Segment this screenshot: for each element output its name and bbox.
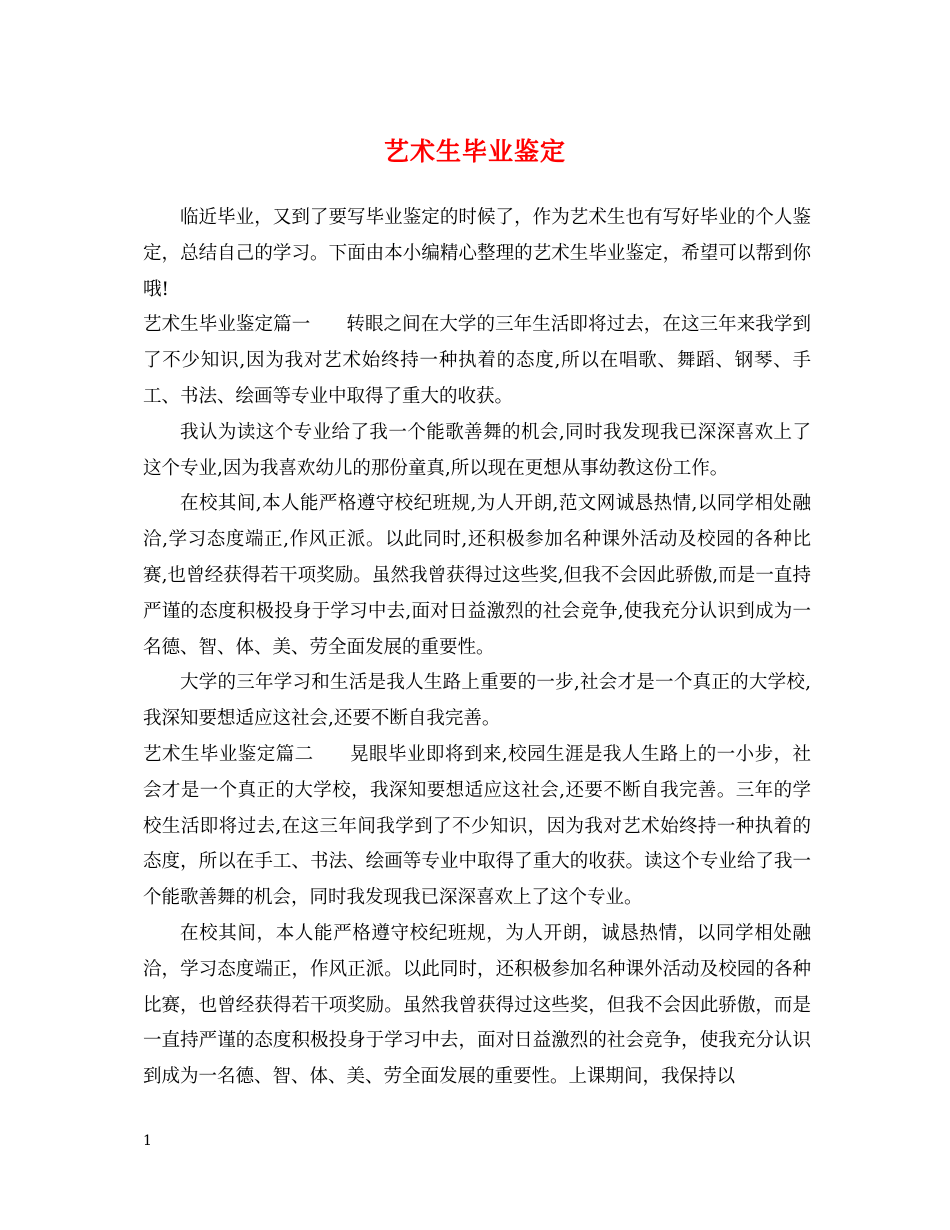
section1-heading: 艺术生毕业鉴定篇一	[143, 314, 311, 336]
page-title: 艺术生毕业鉴定	[383, 137, 566, 166]
section2-heading: 艺术生毕业鉴定篇二	[143, 743, 314, 765]
section2-first-paragraph	[143, 737, 811, 916]
section1-paragraph1: 转眼之间在大学的三年生活即将过去，在这三年来我学到了不少知识,因为我对艺术始终持一种执着的态度,所以在唱歌、舞蹈、钢琴、手工、书法、绘画等专业中取得了重大的收获。	[143, 314, 811, 407]
section1-paragraph2: 我认为读这个专业给了我一个能歌善舞的机会,同时我发现我已深深喜欢上了这个专业,因为我喜欢幼儿的那份童真,所以现在更想从事幼教这份工作。	[143, 421, 811, 479]
document-body	[143, 200, 811, 1095]
section1-paragraph4: 大学的三年学习和生活是我人生路上重要的一步,社会才是一个真正的大学校,我深知要想适应这社会,还要不断自我完善。	[143, 672, 811, 730]
intro-paragraph: 临近毕业，又到了要写毕业鉴定的时候了，作为艺术生也有写好毕业的个人鉴定，总结自己的学习。下面由本小编精心整理的艺术生毕业鉴定，希望可以帮到你哦!	[143, 207, 811, 300]
section2-paragraph2: 在校其间，本人能严格遵守校纪班规，为人开朗，诚恳热情，以同学相处融洽，学习态度端正，作风正派。以此同时，还积极参加名种课外活动及校园的各种比赛，也曾经获得若干项奖励。虽然我曾获得过这些奖，但我不会因此骄傲，而是一直持严谨的态度积极投身于学习中去，面对日益激烈的社会竞争，使我充分认识到成为一名德、智、体、美、劳全面发展的重要性。上课期间，我保持以	[143, 922, 811, 1088]
section2-paragraph1: 晃眼毕业即将到来,校园生涯是我人生路上的一小步，社会才是一个真正的大学校，我深知要想适应这社会,还要不断自我完善。三年的学校生活即将过去,在这三年间我学到了不少知识，因为我对艺术始终持一种执着的态度，所以在手工、书法、绘画等专业中取得了重大的收获。读这个专业给了我一个能歌善舞的机会，同时我发现我已深深喜欢上了这个专业。	[143, 743, 811, 909]
section1-first-paragraph	[143, 307, 811, 414]
section1-paragraph3: 在校其间,本人能严格遵守校纪班规,为人开朗,范文网诚恳热情,以同学相处融洽,学习态度端正,作风正派。以此同时,还积极参加名种课外活动及校园的各种比赛,也曾经获得若干项奖励。虽然我曾获得过这些奖,但我不会因此骄傲,而是一直持严谨的态度积极投身于学习中去,面对日益激烈的社会竞争,使我充分认识到成为一名德、智、体、美、劳全面发展的重要性。	[143, 493, 811, 658]
page-number: 1	[143, 1133, 152, 1149]
